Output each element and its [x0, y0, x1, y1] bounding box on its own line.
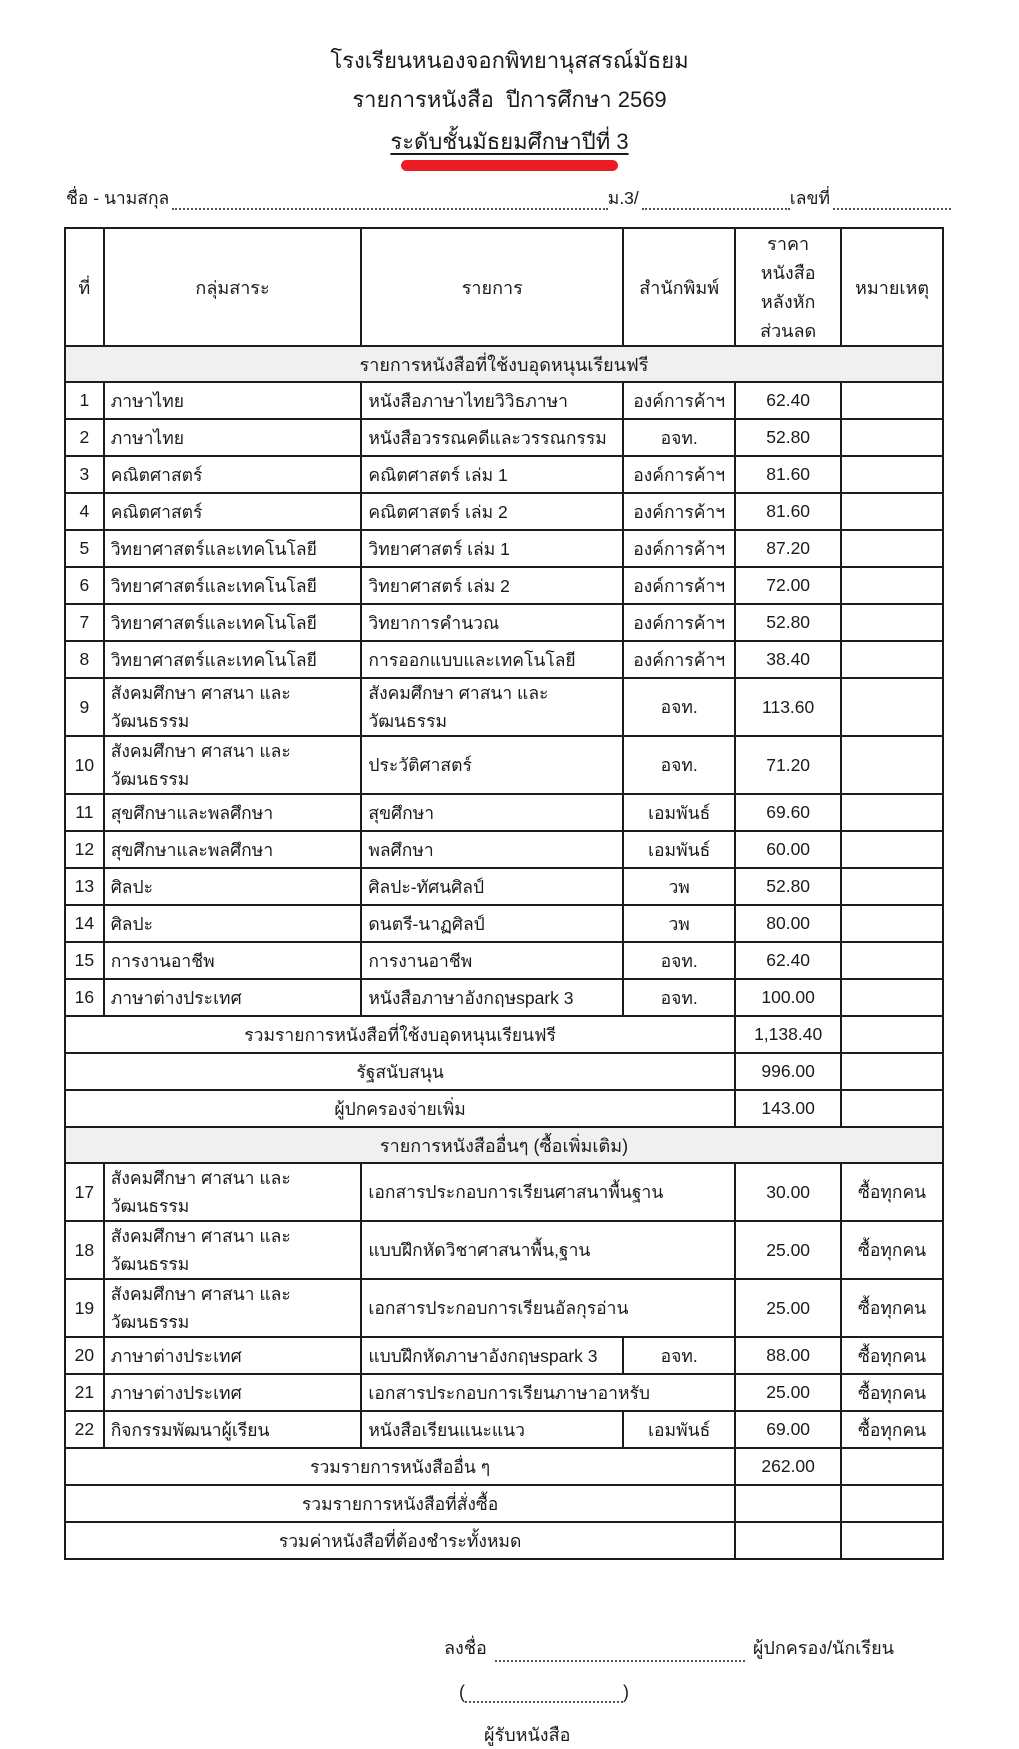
- grade-title: ระดับชั้นมัธยมศึกษาปีที่ 3: [390, 129, 629, 154]
- header-price: [735, 228, 841, 346]
- cell-no: 6: [65, 567, 104, 604]
- cell-no: 11: [65, 794, 104, 831]
- cell-subject-group: คณิตศาสตร์: [104, 456, 362, 493]
- cell-price: 30.00: [735, 1163, 841, 1221]
- cell-subject-group: ภาษาต่างประเทศ: [104, 1374, 362, 1411]
- cell-remark: ซื้อทุกคน: [841, 1411, 943, 1448]
- cell-price: 60.00: [735, 831, 841, 868]
- cell-subject-group: สังคมศึกษา ศาสนา และวัฒนธรรม: [104, 678, 362, 736]
- summary-remark: [841, 1090, 943, 1127]
- cell-item: แบบฝึกหัดภาษาอังกฤษspark 3: [361, 1337, 623, 1374]
- cell-subject-group: วิทยาศาสตร์และเทคโนโลยี: [104, 641, 362, 678]
- cell-item: หนังสือเรียนแนะแนว: [361, 1411, 623, 1448]
- cell-item: เอกสารประกอบการเรียนศาสนาพื้นฐาน: [361, 1163, 735, 1221]
- cell-item: หนังสือภาษาอังกฤษspark 3: [361, 979, 623, 1016]
- cell-publisher: เอมพันธ์: [623, 1411, 735, 1448]
- cell-no: 4: [65, 493, 104, 530]
- summary-row: [65, 1053, 943, 1090]
- cell-subject-group: สุขศึกษาและพลศึกษา: [104, 794, 362, 831]
- cell-item: แบบฝึกหัดวิชาศาสนาพื้น,ฐาน: [361, 1221, 735, 1279]
- table-row: [65, 419, 943, 456]
- cell-subject-group: ภาษาไทย: [104, 419, 362, 456]
- cell-remark: [841, 567, 943, 604]
- table-row: [65, 868, 943, 905]
- cell-price: 81.60: [735, 493, 841, 530]
- cell-subject-group: การงานอาชีพ: [104, 942, 362, 979]
- table-row: [65, 794, 943, 831]
- cell-price: 52.80: [735, 604, 841, 641]
- cell-price: 69.60: [735, 794, 841, 831]
- signer-name-dotted-field: [465, 1681, 623, 1703]
- cell-subject-group: สุขศึกษาและพลศึกษา: [104, 831, 362, 868]
- cell-no: 7: [65, 604, 104, 641]
- summary-row: [65, 1448, 943, 1485]
- cell-remark: [841, 456, 943, 493]
- summary-price: 262.00: [735, 1448, 841, 1485]
- cell-item: สังคมศึกษา ศาสนา และวัฒนธรรม: [361, 678, 623, 736]
- cell-remark: ซื้อทุกคน: [841, 1163, 943, 1221]
- number-dotted-field: [833, 188, 951, 210]
- cell-no: 5: [65, 530, 104, 567]
- table-row: [65, 831, 943, 868]
- cell-publisher: เอมพันธ์: [623, 831, 735, 868]
- cell-item: หนังสือวรรณคดีและวรรณกรรม: [361, 419, 623, 456]
- table-header: [65, 228, 943, 346]
- cell-price: 72.00: [735, 567, 841, 604]
- cell-price: 80.00: [735, 905, 841, 942]
- cell-subject-group: ภาษาต่างประเทศ: [104, 1337, 362, 1374]
- summary-label: รัฐสนับสนุน: [65, 1053, 735, 1090]
- cell-subject-group: คณิตศาสตร์: [104, 493, 362, 530]
- cell-remark: [841, 905, 943, 942]
- cell-remark: [841, 868, 943, 905]
- cell-subject-group: กิจกรรมพัฒนาผู้เรียน: [104, 1411, 362, 1448]
- summary-remark: [841, 1522, 943, 1559]
- cell-publisher: องค์การค้าฯ: [623, 382, 735, 419]
- cell-price: 25.00: [735, 1279, 841, 1337]
- cell-item: วิทยาการคำนวณ: [361, 604, 623, 641]
- cell-publisher: องค์การค้าฯ: [623, 493, 735, 530]
- section-title: รายการหนังสือที่ใช้งบอุดหนุนเรียนฟรี: [65, 346, 943, 382]
- cell-subject-group: สังคมศึกษา ศาสนา และวัฒนธรรม: [104, 1279, 362, 1337]
- cell-no: 22: [65, 1411, 104, 1448]
- cell-no: 19: [65, 1279, 104, 1337]
- cell-remark: [841, 942, 943, 979]
- table-row: [65, 1279, 943, 1337]
- cell-remark: [841, 493, 943, 530]
- cell-item: คณิตศาสตร์ เล่ม 1: [361, 456, 623, 493]
- cell-subject-group: วิทยาศาสตร์และเทคโนโลยี: [104, 530, 362, 567]
- cell-subject-group: วิทยาศาสตร์และเทคโนโลยี: [104, 567, 362, 604]
- header-price-line1: ราคาหนังสือ: [760, 234, 816, 283]
- cell-publisher: วพ: [623, 905, 735, 942]
- summary-row: [65, 1485, 943, 1522]
- cell-publisher: องค์การค้าฯ: [623, 456, 735, 493]
- summary-price: 1,138.40: [735, 1016, 841, 1053]
- table-row: [65, 382, 943, 419]
- book-list-table: [64, 227, 944, 1560]
- cell-item: เอกสารประกอบการเรียนภาษาอาหรับ: [361, 1374, 735, 1411]
- summary-remark: [841, 1448, 943, 1485]
- summary-row: [65, 1522, 943, 1559]
- cell-price: 62.40: [735, 942, 841, 979]
- cell-item: วิทยาศาสตร์ เล่ม 1: [361, 530, 623, 567]
- cell-no: 8: [65, 641, 104, 678]
- cell-remark: [841, 736, 943, 794]
- cell-publisher: องค์การค้าฯ: [623, 604, 735, 641]
- doc-title: รายการหนังสือ ปีการศึกษา 2569: [352, 87, 667, 112]
- class-dotted-field: [642, 188, 790, 210]
- table-row: [65, 979, 943, 1016]
- summary-label: ผู้ปกครองจ่ายเพิ่ม: [65, 1090, 735, 1127]
- table-row: [65, 1374, 943, 1411]
- cell-item: พลศึกษา: [361, 831, 623, 868]
- sign-role-label: ผู้ปกครอง/นักเรียน: [752, 1638, 894, 1658]
- cell-item: หนังสือภาษาไทยวิวิธภาษา: [361, 382, 623, 419]
- cell-item: การงานอาชีพ: [361, 942, 623, 979]
- cell-subject-group: สังคมศึกษา ศาสนา และวัฒนธรรม: [104, 1163, 362, 1221]
- table-header-row: [65, 228, 943, 346]
- cell-remark: ซื้อทุกคน: [841, 1374, 943, 1411]
- cell-price: 100.00: [735, 979, 841, 1016]
- cell-price: 62.40: [735, 382, 841, 419]
- section-title: รายการหนังสืออื่นๆ (ซื้อเพิ่มเติม): [65, 1127, 943, 1163]
- name-line: [66, 186, 951, 210]
- cell-no: 17: [65, 1163, 104, 1221]
- cell-remark: [841, 794, 943, 831]
- summary-row: [65, 1016, 943, 1053]
- cell-no: 14: [65, 905, 104, 942]
- signature-name-line: [459, 1681, 629, 1703]
- header-subject-group: กลุ่มสาระ: [104, 228, 362, 346]
- summary-label: รวมค่าหนังสือที่ต้องชำระทั้งหมด: [65, 1522, 735, 1559]
- cell-subject-group: ภาษาไทย: [104, 382, 362, 419]
- grade-highlight-bar: [401, 160, 618, 171]
- sign-dotted-field: [495, 1640, 745, 1662]
- name-label: ชื่อ - นามสกุล: [66, 188, 170, 208]
- cell-item: ดนตรี-นาฏศิลป์: [361, 905, 623, 942]
- cell-remark: [841, 641, 943, 678]
- cell-publisher: เอมพันธ์: [623, 794, 735, 831]
- grade-title-wrap: [0, 124, 1019, 171]
- name-dotted-field: [172, 188, 608, 210]
- cell-no: 21: [65, 1374, 104, 1411]
- cell-remark: [841, 979, 943, 1016]
- school-title: โรงเรียนหนองจอกพิทยานุสสรณ์มัธยม: [330, 48, 689, 73]
- header-item: รายการ: [361, 228, 623, 346]
- summary-price: [735, 1485, 841, 1522]
- section-band: [65, 346, 943, 382]
- summary-row: [65, 1090, 943, 1127]
- cell-item: เอกสารประกอบการเรียนอัลกุรอ่าน: [361, 1279, 735, 1337]
- cell-publisher: องค์การค้าฯ: [623, 641, 735, 678]
- cell-publisher: องค์การค้าฯ: [623, 567, 735, 604]
- cell-price: 69.00: [735, 1411, 841, 1448]
- cell-price: 38.40: [735, 641, 841, 678]
- table-row: [65, 1337, 943, 1374]
- cell-price: 52.80: [735, 868, 841, 905]
- paren-close: ): [623, 1682, 629, 1702]
- header-price-line2: หลังหักส่วนลด: [760, 292, 817, 341]
- cell-price: 25.00: [735, 1374, 841, 1411]
- signature-line: [444, 1633, 894, 1662]
- cell-subject-group: สังคมศึกษา ศาสนา และวัฒนธรรม: [104, 736, 362, 794]
- summary-label: รวมรายการหนังสืออื่น ๆ: [65, 1448, 735, 1485]
- cell-remark: [841, 678, 943, 736]
- table-row: [65, 641, 943, 678]
- table-row: [65, 493, 943, 530]
- cell-price: 52.80: [735, 419, 841, 456]
- cell-remark: [841, 530, 943, 567]
- summary-remark: [841, 1053, 943, 1090]
- cell-no: 3: [65, 456, 104, 493]
- section-additional-books: [65, 1127, 943, 1559]
- table-row: [65, 604, 943, 641]
- sign-label: ลงชื่อ: [444, 1638, 487, 1658]
- cell-no: 20: [65, 1337, 104, 1374]
- cell-no: 9: [65, 678, 104, 736]
- cell-publisher: อจท.: [623, 736, 735, 794]
- table-row: [65, 736, 943, 794]
- cell-publisher: อจท.: [623, 1337, 735, 1374]
- cell-no: 2: [65, 419, 104, 456]
- table-row: [65, 567, 943, 604]
- cell-price: 88.00: [735, 1337, 841, 1374]
- cell-no: 18: [65, 1221, 104, 1279]
- section-free-books: [65, 346, 943, 1127]
- summary-remark: [841, 1485, 943, 1522]
- section-band: [65, 1127, 943, 1163]
- cell-price: 25.00: [735, 1221, 841, 1279]
- cell-subject-group: ศิลปะ: [104, 905, 362, 942]
- cell-remark: ซื้อทุกคน: [841, 1279, 943, 1337]
- summary-price: 996.00: [735, 1053, 841, 1090]
- cell-publisher: วพ: [623, 868, 735, 905]
- cell-subject-group: วิทยาศาสตร์และเทคโนโลยี: [104, 604, 362, 641]
- summary-price: [735, 1522, 841, 1559]
- cell-subject-group: สังคมศึกษา ศาสนา และวัฒนธรรม: [104, 1221, 362, 1279]
- table-row: [65, 1411, 943, 1448]
- header-no: ที่: [65, 228, 104, 346]
- cell-price: 71.20: [735, 736, 841, 794]
- cell-no: 1: [65, 382, 104, 419]
- cell-price: 113.60: [735, 678, 841, 736]
- cell-publisher: อจท.: [623, 419, 735, 456]
- summary-price: 143.00: [735, 1090, 841, 1127]
- header-remark: หมายเหตุ: [841, 228, 943, 346]
- cell-item: วิทยาศาสตร์ เล่ม 2: [361, 567, 623, 604]
- cell-no: 15: [65, 942, 104, 979]
- cell-remark: [841, 604, 943, 641]
- cell-item: ประวัติศาสตร์: [361, 736, 623, 794]
- cell-remark: [841, 382, 943, 419]
- table-row: [65, 942, 943, 979]
- class-label: ม.3/: [607, 188, 639, 208]
- cell-publisher: อจท.: [623, 942, 735, 979]
- cell-subject-group: ศิลปะ: [104, 868, 362, 905]
- table-row: [65, 1221, 943, 1279]
- cell-publisher: อจท.: [623, 979, 735, 1016]
- header-publisher: สำนักพิมพ์: [623, 228, 735, 346]
- cell-item: สุขศึกษา: [361, 794, 623, 831]
- number-label: เลขที่: [789, 188, 830, 208]
- summary-label: รวมรายการหนังสือที่สั่งซื้อ: [65, 1485, 735, 1522]
- table-row: [65, 905, 943, 942]
- cell-remark: [841, 831, 943, 868]
- summary-label: รวมรายการหนังสือที่ใช้งบอุดหนุนเรียนฟรี: [65, 1016, 735, 1053]
- cell-no: 13: [65, 868, 104, 905]
- cell-no: 16: [65, 979, 104, 1016]
- table-row: [65, 678, 943, 736]
- table-row: [65, 530, 943, 567]
- table-row: [65, 1163, 943, 1221]
- paren-open: (: [459, 1682, 465, 1702]
- cell-price: 81.60: [735, 456, 841, 493]
- cell-item: คณิตศาสตร์ เล่ม 2: [361, 493, 623, 530]
- cell-item: ศิลปะ-ทัศนศิลป์: [361, 868, 623, 905]
- cell-publisher: องค์การค้าฯ: [623, 530, 735, 567]
- cell-price: 87.20: [735, 530, 841, 567]
- cell-no: 10: [65, 736, 104, 794]
- summary-remark: [841, 1016, 943, 1053]
- cell-no: 12: [65, 831, 104, 868]
- receiver-label: ผู้รับหนังสือ: [484, 1725, 571, 1745]
- cell-remark: ซื้อทุกคน: [841, 1221, 943, 1279]
- cell-remark: [841, 419, 943, 456]
- cell-item: การออกแบบและเทคโนโลยี: [361, 641, 623, 678]
- table-row: [65, 456, 943, 493]
- cell-remark: ซื้อทุกคน: [841, 1337, 943, 1374]
- cell-publisher: อจท.: [623, 678, 735, 736]
- cell-subject-group: ภาษาต่างประเทศ: [104, 979, 362, 1016]
